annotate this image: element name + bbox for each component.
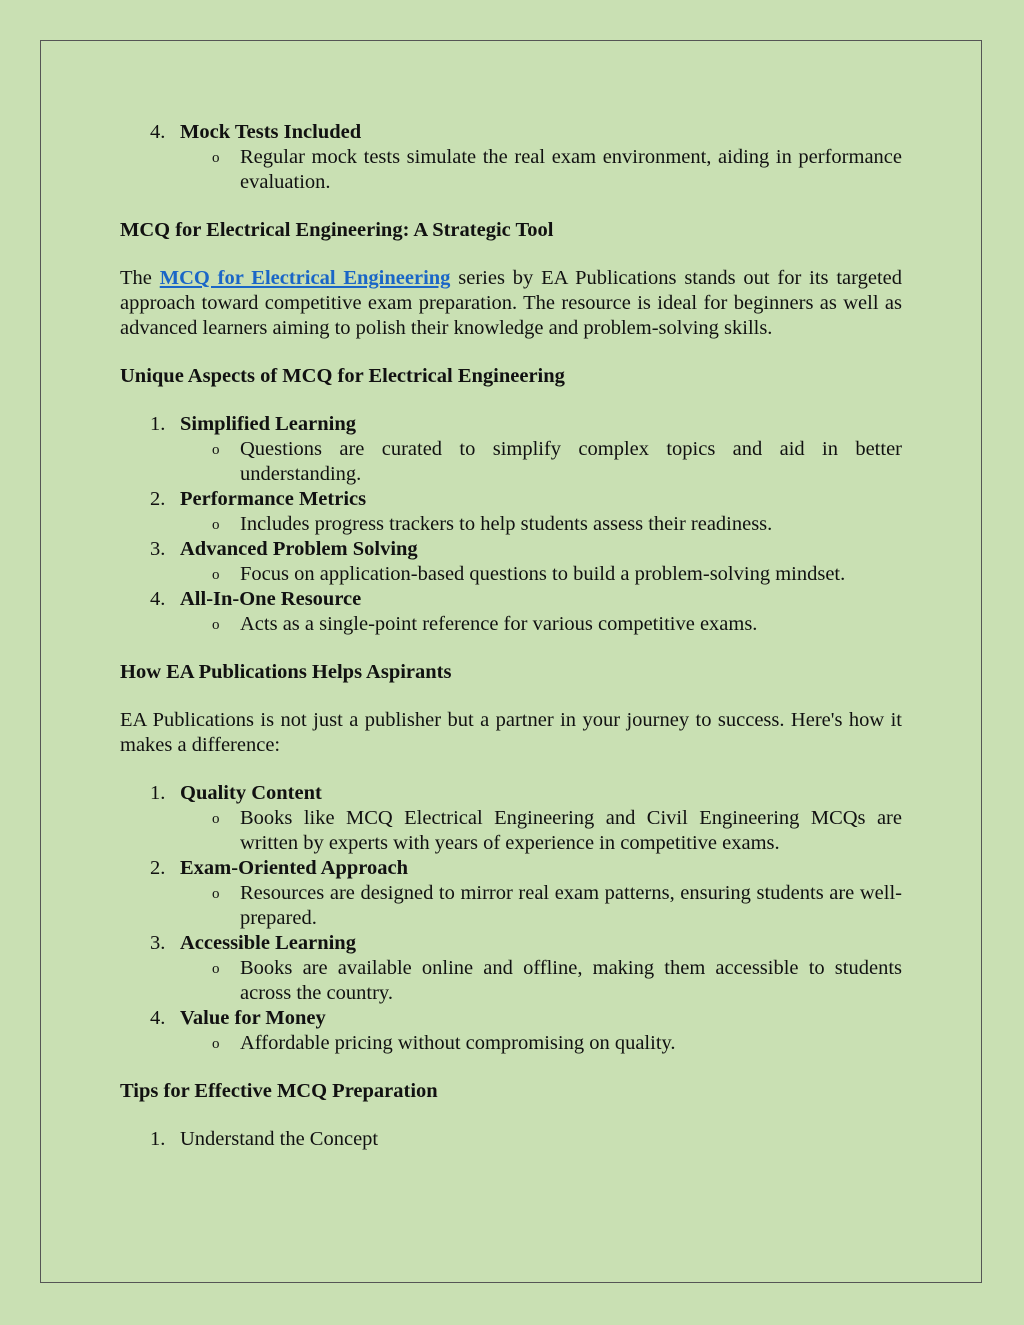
sub-item-text: Affordable pricing without compromising on quality. [240, 1032, 676, 1054]
list-item-title: Accessible Learning [180, 932, 356, 954]
list-number: 2. [150, 857, 166, 879]
bullet-icon: o [212, 150, 220, 166]
sub-item-text: Resources are designed to mirror real exam patterns, ensuring students are well-prepared. [240, 882, 902, 929]
list-item-title: Advanced Problem Solving [180, 538, 418, 560]
paragraph-text-start: The [120, 267, 160, 289]
list-item [120, 120, 902, 145]
list-item [120, 587, 902, 612]
list-item [120, 487, 902, 512]
paragraph-text-end: series by EA Publications stands out for its targeted approach toward competitive exam preparation. The resource is ideal for beginners as well as advanced learners aiming to polish their knowledge and problem-solving skills. [120, 267, 903, 339]
list-number: 1. [150, 1128, 166, 1150]
mcq-electrical-engineering-link[interactable]: MCQ for Electrical Engineering [159, 267, 451, 289]
list-item [120, 537, 902, 562]
list-item-title: Performance Metrics [180, 488, 367, 510]
list-item [120, 856, 902, 881]
list-item [120, 781, 902, 806]
list-number: 4. [150, 588, 166, 610]
sub-list-item [120, 512, 902, 537]
section-heading: How EA Publications Helps Aspirants [120, 661, 452, 683]
list-item-title: Value for Money [180, 1007, 326, 1029]
list-number: 4. [150, 1007, 166, 1029]
sub-item-text: Acts as a single-point reference for various competitive exams. [240, 613, 758, 635]
bullet-icon: o [212, 517, 220, 533]
document-body [120, 120, 902, 1152]
list-item [120, 1006, 902, 1031]
section-heading: Unique Aspects of MCQ for Electrical Engineering [120, 365, 565, 387]
bullet-icon: o [212, 567, 220, 583]
sub-item-text: Includes progress trackers to help students assess their readiness. [240, 513, 773, 535]
sub-list-item [120, 145, 902, 195]
list-item-title: Simplified Learning [180, 413, 356, 435]
sub-item-text: Books are available online and offline, making them accessible to students across the country. [240, 957, 902, 1004]
sub-list-item [120, 562, 902, 587]
list-item-title: Understand the Concept [180, 1128, 379, 1150]
sub-list-item [120, 612, 902, 637]
sub-list-item [120, 806, 902, 856]
paragraph [120, 266, 902, 341]
list-number: 3. [150, 538, 166, 560]
bullet-icon: o [212, 1036, 220, 1052]
sub-item-text: Books like MCQ Electrical Engineering and Civil Engineering MCQs are written by experts with years of experience in competitive exams. [240, 807, 902, 854]
sub-item-text: Focus on application-based questions to build a problem-solving mindset. [240, 563, 846, 585]
list-item [120, 1127, 902, 1152]
bullet-icon: o [212, 886, 220, 902]
list-item-title: Mock Tests Included [180, 121, 362, 143]
paragraph: EA Publications is not just a publisher but a partner in your journey to success. Here's how it makes a difference: [120, 709, 902, 756]
sub-list-item [120, 1031, 902, 1056]
list-number: 2. [150, 488, 166, 510]
list-number: 3. [150, 932, 166, 954]
list-number: 1. [150, 782, 166, 804]
section-heading: MCQ for Electrical Engineering: A Strategic Tool [120, 219, 554, 241]
list-item-title: Exam-Oriented Approach [180, 857, 408, 879]
list-item-title: Quality Content [180, 782, 322, 804]
bullet-icon: o [212, 961, 220, 977]
list-number: 1. [150, 413, 166, 435]
sub-list-item [120, 956, 902, 1006]
sub-list-item [120, 437, 902, 487]
list-item-title: All-In-One Resource [180, 588, 362, 610]
section-heading: Tips for Effective MCQ Preparation [120, 1080, 438, 1102]
list-item [120, 412, 902, 437]
sub-item-text: Questions are curated to simplify complex topics and aid in better understanding. [240, 438, 902, 485]
sub-list-item [120, 881, 902, 931]
list-number: 4. [150, 121, 166, 143]
bullet-icon: o [212, 442, 220, 458]
list-item [120, 931, 902, 956]
sub-item-text: Regular mock tests simulate the real exam environment, aiding in performance evaluation. [240, 146, 902, 193]
bullet-icon: o [212, 811, 220, 827]
bullet-icon: o [212, 617, 220, 633]
